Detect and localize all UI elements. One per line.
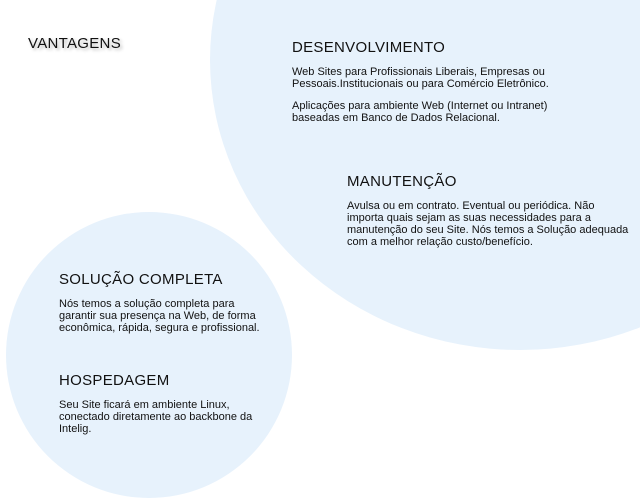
- background-circle-small: [6, 212, 292, 498]
- section-title-manutencao: MANUTENÇÃO: [347, 173, 457, 190]
- section-title-solucao-completa: SOLUÇÃO COMPLETA: [59, 271, 223, 288]
- section-manutencao: [347, 173, 629, 258]
- manutencao-text: Avulsa ou em contrato. Eventual ou periódica. Não importa quais sejam as suas necessidades para a manutenção do seu Site. Nós temos a Solução adequada com a melhor relação custo/benefício.: [347, 200, 629, 248]
- page-title: VANTAGENS: [28, 35, 121, 52]
- desenvolvimento-text-1: Web Sites para Profissionais Liberais, Empresas ou Pessoais.Institucionais ou para Comércio Eletrônico.: [292, 66, 549, 90]
- section-hospedagem: [59, 372, 259, 445]
- desenvolvimento-text-2: Aplicações para ambiente Web (Internet ou Intranet) baseadas em Banco de Dados Relacional.: [292, 100, 548, 124]
- section-title-desenvolvimento: DESENVOLVIMENTO: [292, 39, 446, 56]
- section-desenvolvimento: [292, 39, 592, 134]
- section-solucao-completa: [59, 271, 269, 344]
- solucao-completa-text: Nós temos a solução completa para garantir sua presença na Web, de forma econômica, rápida, segura e profissional.: [59, 298, 260, 334]
- hospedagem-text: Seu Site ficará em ambiente Linux, conectado diretamente ao backbone da Intelig.: [59, 399, 253, 435]
- section-title-hospedagem: HOSPEDAGEM: [59, 372, 170, 389]
